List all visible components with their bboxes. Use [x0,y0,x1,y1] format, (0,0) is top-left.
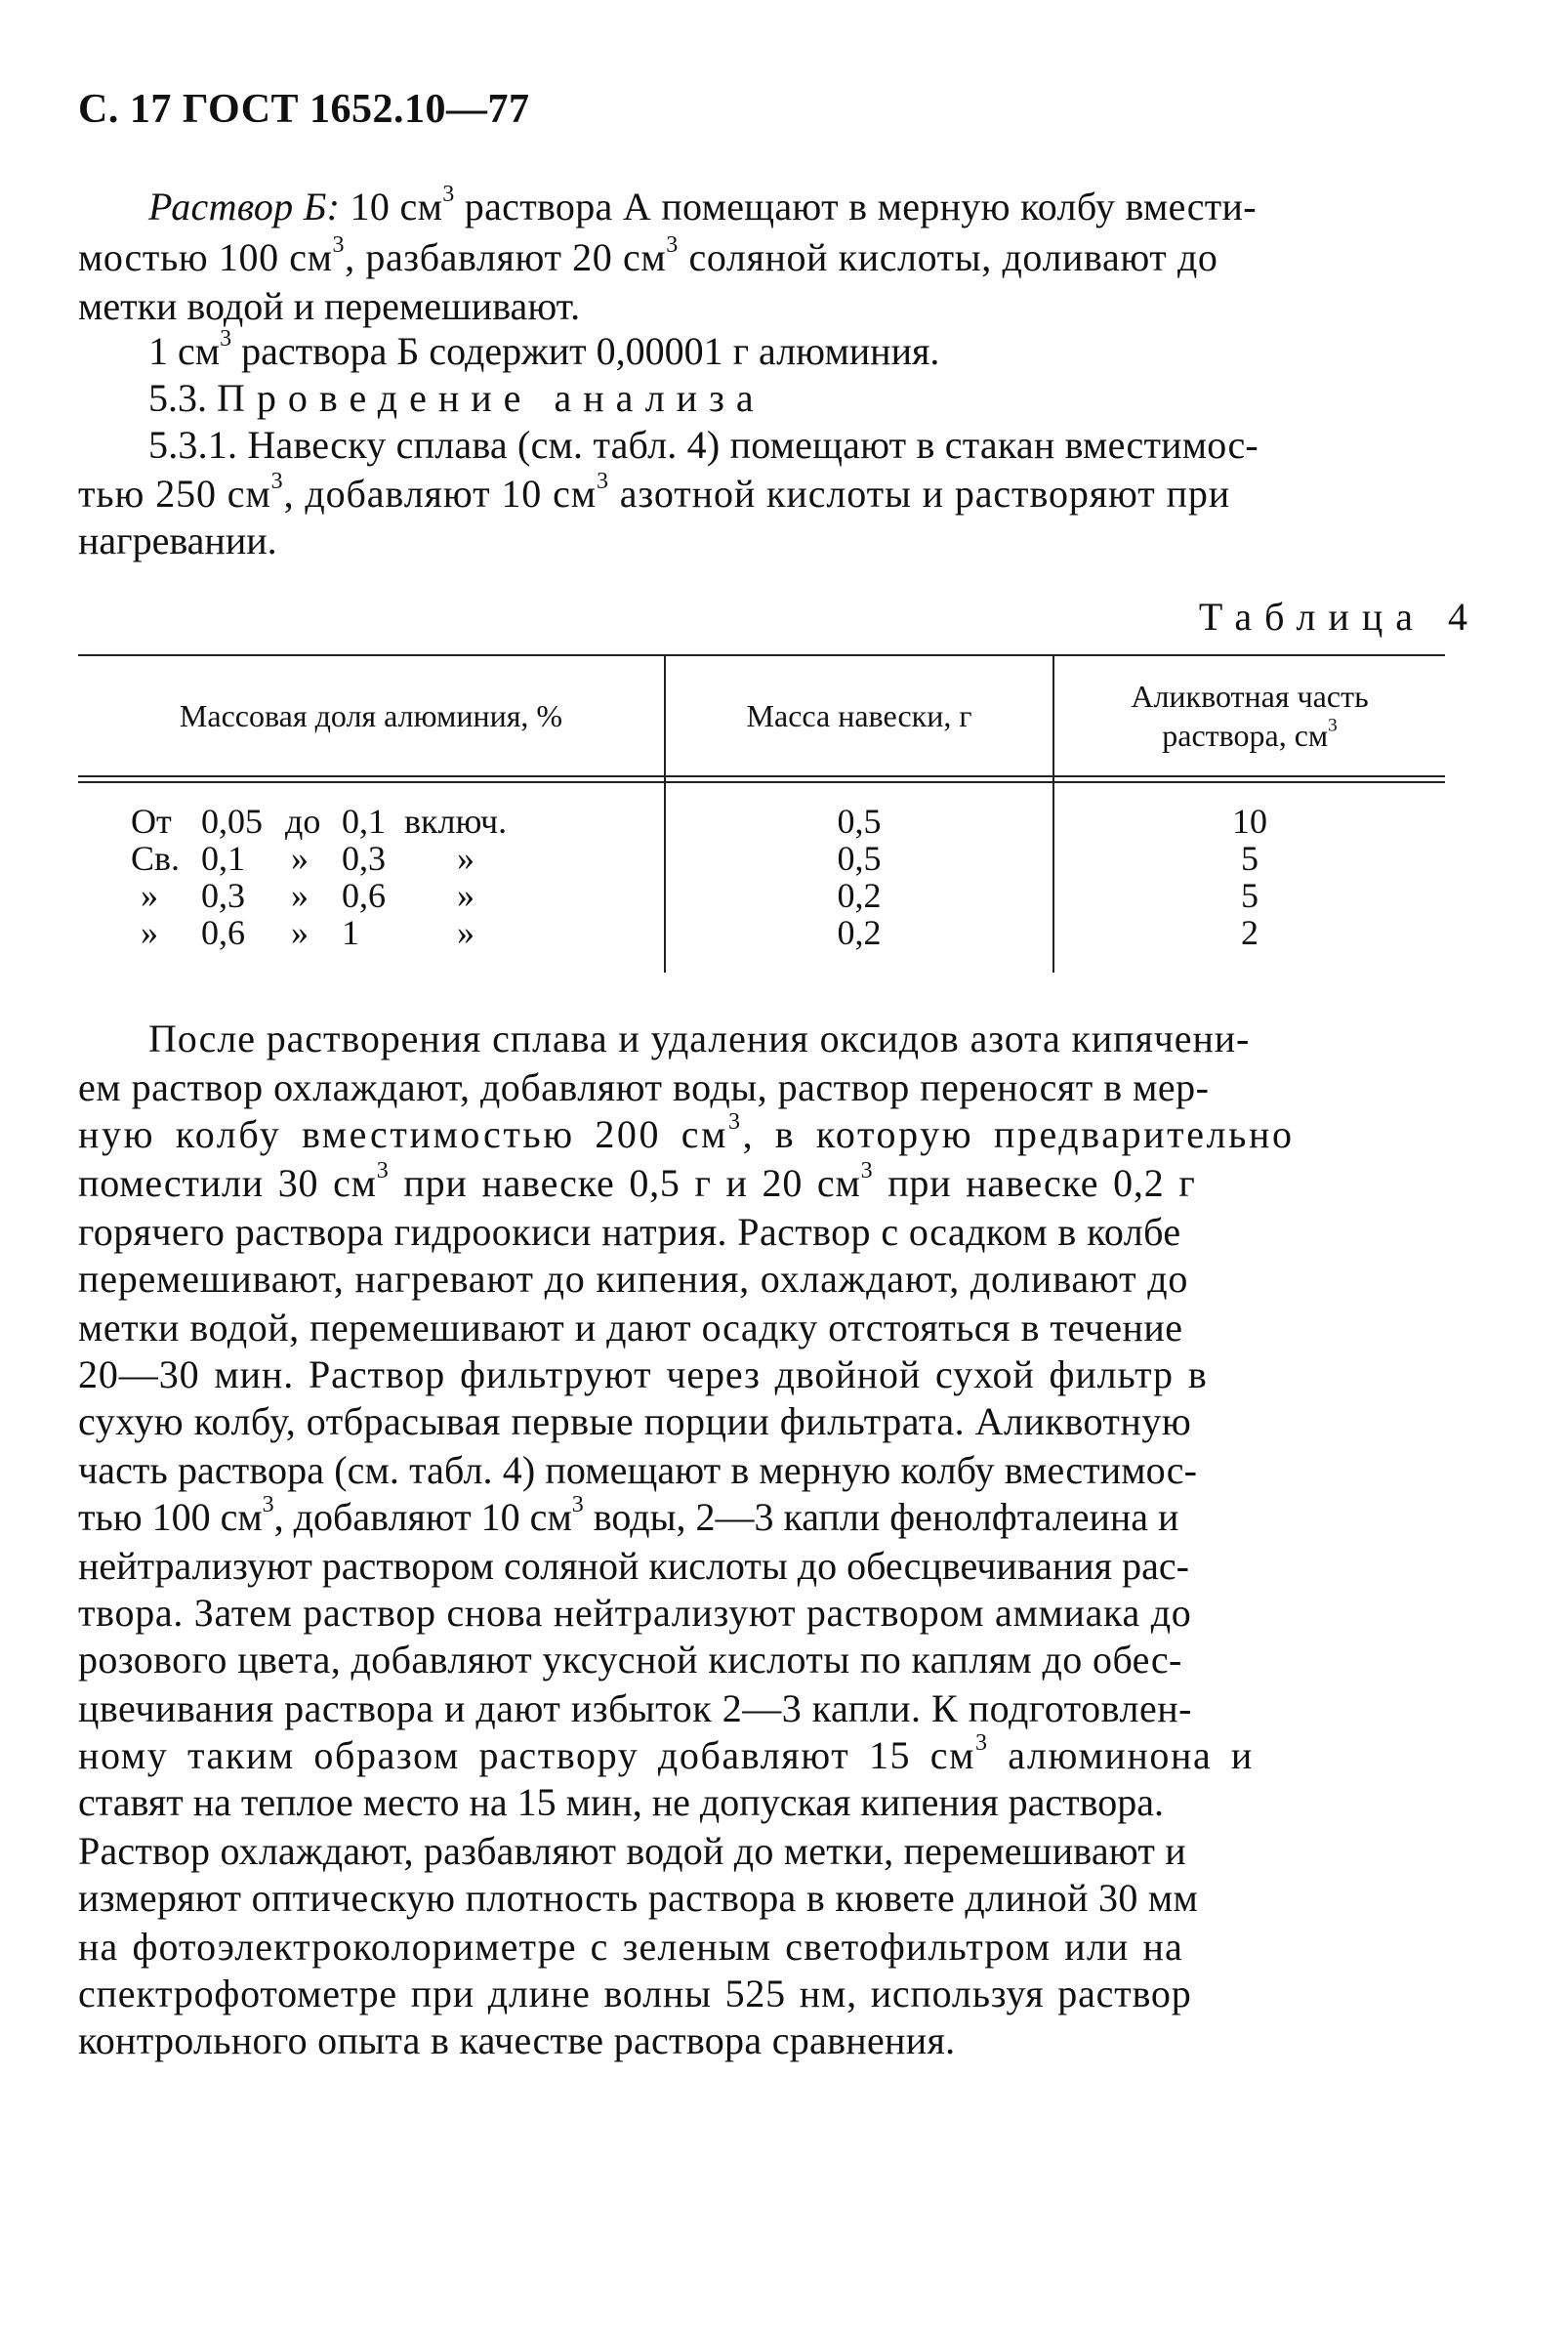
paragraph-line: 1 $см^3$ раствора Б содержит 0,00001 г алюминия. [148,325,940,373]
table-caption: Таблица 4 [1198,595,1480,639]
paragraph-line: розового цвета, добавляют уксусной кислоты по каплям до обес- [78,1638,1182,1682]
solution-b-label: Раствор Б: [148,185,341,228]
table-header-aliquot: Аликвотная часть раствора, $см^3$ [1131,679,1369,753]
table-header-rule-double [78,781,1445,783]
table-cell-mass: 0,2 [837,913,882,952]
paragraph-line: ставят на теплое место на 15 мин, не допуская кипения раствора. [78,1780,1164,1824]
table-row: Св. 0,1 » 0,3 » [131,839,475,878]
paragraph-line: сухую колбу, отбрасывая первые порции фильтрата. Аликвотную [78,1399,1192,1443]
table-cell-mass: 0,5 [837,839,882,878]
paragraph-line: метки водой и перемешивают. [78,284,581,328]
paragraph-line: нагревании. [78,519,277,562]
table-cell-aliquot: 5 [1241,876,1259,915]
paragraph-line: контрольного опыта в качестве раствора сравнения. [78,2018,956,2062]
table-header-mass-fraction: Массовая доля алюминия, % [179,698,563,733]
table-cell-aliquot: 2 [1241,913,1259,952]
table-row: » 0,3 » 0,6 » [141,876,475,915]
paragraph-line: ем раствор охлаждают, добавляют воды, раствор переносят в мер- [78,1065,1210,1109]
table-header-sample-mass: Масса навески, г [746,698,972,733]
paragraph-line: метки водой, перемешивают и дают осадку отстояться в течение [78,1306,1183,1350]
paragraph-line: на фотоэлектроколориметре с зеленым светофильтром или на [78,1925,1183,1969]
paragraph-line: тью 250 $см^3$, добавляют 10 $см^3$ азотной кислоты и растворяют при [78,468,1231,516]
table-cell-mass: 0,5 [837,802,882,841]
section-heading: 5.3. Проведение анализа [148,376,765,420]
paragraph-line: ному таким образом раствору добавляют 15 $см^3$ алюминона и [78,1729,1254,1777]
paragraph-line: Раствор Б: 10 $см^3$ раствора А помещают в мерную колбу вмести- [148,181,1257,228]
paragraph-line: Раствор охлаждают, разбавляют водой до метки, перемешивают и [78,1829,1186,1873]
paragraph-line: 20—30 мин. Раствор фильтруют через двойной сухой фильтр в [78,1352,1208,1396]
paragraph-line: горячего раствора гидроокиси натрия. Раствор с осадком в колбе [78,1210,1181,1254]
paragraph-line: 5.3.1. Навеску сплава (см. табл. 4) помещают в стакан вместимос- [148,423,1259,467]
paragraph-line: ную колбу вместимостью 200 $см^3$, в которую предварительно [78,1108,1295,1156]
paragraph-line: часть раствора (см. табл. 4) помещают в мерную колбу вместимос- [78,1448,1198,1492]
paragraph-line: перемешивают, нагревают до кипения, охлаждают, доливают до [78,1257,1189,1301]
paragraph-line: поместили 30 $см^3$ при навеске 0,5 г и 20 $см^3$ при навеске 0,2 г [78,1157,1196,1205]
table-header-rule [78,775,1445,777]
paragraph-line: После растворения сплава и удаления оксидов азота кипячени- [148,1017,1251,1060]
paragraph-line: нейтрализуют раствором соляной кислоты до обесцвечивания рас- [78,1544,1189,1588]
paragraph-line: цвечивания раствора и дают избыток 2—3 капли. К подготовлен- [78,1686,1192,1730]
table-cell-aliquot: 5 [1241,839,1259,878]
table-cell-aliquot: 10 [1232,802,1267,841]
paragraph-line: твора. Затем раствор снова нейтрализуют раствором аммиака до [78,1591,1192,1635]
table-row: » 0,6 » 1 » [141,913,475,952]
paragraph-line: измеряют оптическую плотность раствора в кювете длиной 30 мм [78,1876,1199,1920]
paragraph-line: тью 100 $см^3$, добавляют 10 $см^3$ воды, 2—3 капли фенолфталеина и [78,1491,1179,1539]
table-row: От 0,05 до 0,1 включ. [131,802,508,841]
paragraph-line: мостью 100 $см^3$, разбавляют 20 $см^3$ соляной кислоты, доливают до [78,231,1218,279]
table-cell-mass: 0,2 [837,876,882,915]
paragraph-line: спектрофотометре при длине волны 525 нм, используя раствор [78,1972,1192,2015]
page-header: С. 17 ГОСТ 1652.10—77 [78,87,530,132]
